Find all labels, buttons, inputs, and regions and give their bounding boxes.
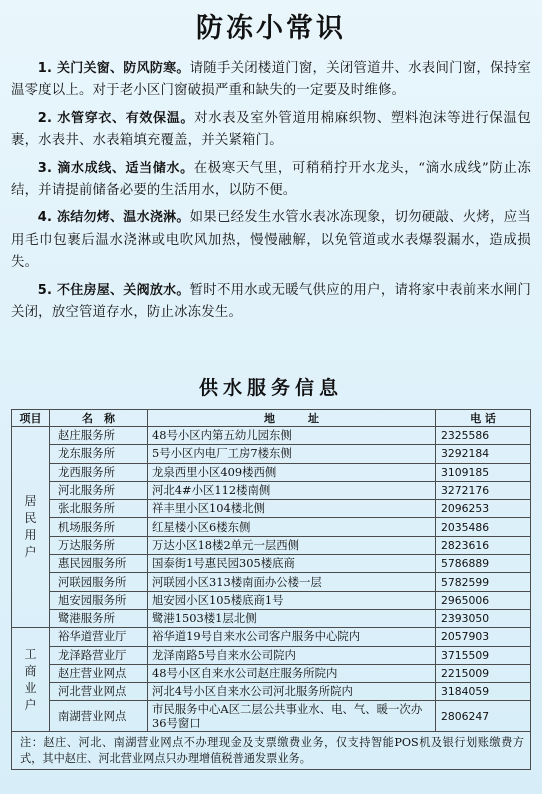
tip-heading: 3. 滴水成线、适当储水。 [37, 160, 194, 176]
table-row [12, 463, 531, 481]
row-name: 赵庄服务所 [50, 427, 148, 445]
row-address: 龙泽南路5号自来水公司院内 [148, 646, 436, 664]
tip-item [11, 280, 531, 325]
row-name: 赵庄营业网点 [50, 664, 148, 682]
row-name: 万达服务所 [50, 536, 148, 554]
page-title: 防冻小常识 [196, 13, 346, 44]
row-name: 惠民园服务所 [50, 555, 148, 573]
category-char: 商 [24, 663, 37, 678]
table-row [12, 518, 531, 536]
row-address: 48号小区内第五幼儿园东侧 [148, 427, 436, 445]
row-address: 国泰街1号惠民园305楼底商 [148, 555, 436, 573]
service-table-wrapper [11, 409, 530, 770]
tip-item [11, 58, 531, 103]
row-phone: 5786889 [436, 555, 531, 573]
category-label [14, 646, 47, 714]
table-row [12, 555, 531, 573]
row-address: 市民服务中心A区二层公共事业水、电、气、暖一次办36号窗口 [148, 701, 436, 732]
table-row [12, 683, 531, 701]
row-name: 龙泽路营业厅 [50, 646, 148, 664]
row-address: 祥丰里小区104楼北侧 [148, 500, 436, 518]
table-row [12, 427, 531, 445]
row-phone: 2096253 [436, 500, 531, 518]
category-char: 居 [24, 494, 37, 509]
table-row [12, 591, 531, 609]
tip-heading: 4. 冻结勿烤、温水浇淋。 [37, 210, 190, 226]
table-row [12, 628, 531, 646]
row-name: 鹭港服务所 [50, 609, 148, 627]
row-address: 裕华道19号自来水公司客户服务中心院内 [148, 628, 436, 646]
category-label [14, 493, 47, 561]
row-phone: 3109185 [436, 463, 531, 481]
row-phone: 2215009 [436, 664, 531, 682]
row-name: 河北营业网点 [50, 683, 148, 701]
row-phone: 3715509 [436, 646, 531, 664]
tip-item [11, 207, 531, 274]
category-char: 户 [24, 545, 37, 560]
header-address: 地 址 [148, 410, 436, 427]
row-address: 河北4#小区112楼南侧 [148, 481, 436, 499]
tip-body: 暂时不用水或无暖气供应的用户，请将家中表前来水闸门关闭，放空管道存水，防止冰冻发生。 [11, 282, 531, 321]
row-phone: 2393050 [436, 609, 531, 627]
header-category: 项目 [12, 410, 50, 427]
row-phone: 3292184 [436, 445, 531, 463]
row-name: 旭安园服务所 [50, 591, 148, 609]
row-phone: 2965006 [436, 591, 531, 609]
row-name: 机场服务所 [50, 518, 148, 536]
row-address: 河北4号小区自来水公司河北服务所院内 [148, 683, 436, 701]
category-char: 民 [24, 511, 37, 526]
row-phone: 2806247 [436, 701, 531, 732]
row-phone: 2035486 [436, 518, 531, 536]
tip-body: 对水表及室外管道用棉麻织物、塑料泡沫等进行保温包裹，水表井、水表箱填充覆盖，并关紧箱门。 [11, 110, 531, 149]
row-phone: 2325586 [436, 427, 531, 445]
table-note-row [12, 732, 531, 770]
row-name: 南湖营业网点 [50, 701, 148, 732]
tip-body: 如果已经发生水管水表冰冻现象，切勿硬敲、火烤，应当用毛巾包裹后温水浇淋或电吹风加热，慢慢融解，以免管道或水表爆裂漏水，造成损失。 [11, 210, 531, 271]
row-address: 河联园小区313楼南面办公楼一层 [148, 573, 436, 591]
row-address: 5号小区内电厂工房7楼东侧 [148, 445, 436, 463]
table-row [12, 609, 531, 627]
tip-heading: 5. 不住房屋、关阀放水。 [37, 282, 190, 298]
table-row [12, 500, 531, 518]
section-title: 供水服务信息 [198, 377, 343, 399]
row-phone: 3184059 [436, 683, 531, 701]
row-phone: 3272176 [436, 481, 531, 499]
row-address: 龙泉西里小区409楼西侧 [148, 463, 436, 481]
tip-heading: 2. 水管穿衣、有效保温。 [37, 110, 195, 126]
row-phone: 2057903 [436, 628, 531, 646]
tip-body: 在极寒天气里，可稍稍拧开水龙头，“滴水成线”防止冻结，并请提前储备必要的生活用水，以防不便。 [11, 160, 531, 199]
table-row [12, 646, 531, 664]
tips-section [11, 58, 531, 329]
tip-heading: 1. 关门关窗、防风防寒。 [37, 61, 190, 76]
table-row [12, 664, 531, 682]
row-address: 48号小区自来水公司赵庄服务所院内 [148, 664, 436, 682]
tip-item [11, 108, 531, 153]
table-row [12, 481, 531, 499]
row-name: 河联园服务所 [50, 573, 148, 591]
table-row [12, 536, 531, 554]
row-address: 万达小区18楼2单元一层西侧 [148, 536, 436, 554]
category-char: 工 [24, 646, 37, 661]
table-note: 注：赵庄、河北、南湖营业网点不办理现金及支票缴费业务，仅支持智能POS机及银行划账缴费方式，其中赵庄、河北营业网点只办理增值税普通发票业务。 [12, 732, 531, 770]
row-name: 龙东服务所 [50, 445, 148, 463]
service-table [11, 409, 531, 770]
table-row [12, 701, 531, 732]
row-phone: 5782599 [436, 573, 531, 591]
row-name: 张北服务所 [50, 500, 148, 518]
tip-item [11, 158, 531, 203]
category-char: 业 [24, 680, 37, 695]
header-name: 名 称 [50, 410, 148, 427]
table-row [12, 573, 531, 591]
table-row [12, 445, 531, 463]
row-name: 龙西服务所 [50, 463, 148, 481]
row-address: 鹭港1503楼1层北侧 [148, 609, 436, 627]
category-char: 用 [24, 528, 37, 543]
category-commercial [12, 628, 50, 732]
row-address: 红星楼小区6楼东侧 [148, 518, 436, 536]
category-residential [12, 427, 50, 628]
header-phone: 电 话 [436, 410, 531, 427]
row-name: 裕华道营业厅 [50, 628, 148, 646]
row-name: 河北服务所 [50, 481, 148, 499]
table-header-row [12, 410, 531, 427]
tip-body: 请随手关闭楼道门窗，关闭管道井、水表间门窗，保持室温零度以上。对于老小区门窗破损严重和缺失的一定要及时维修。 [11, 61, 531, 99]
row-address: 旭安园小区105楼底商1号 [148, 591, 436, 609]
row-phone: 2823616 [436, 536, 531, 554]
category-char: 户 [24, 697, 37, 712]
